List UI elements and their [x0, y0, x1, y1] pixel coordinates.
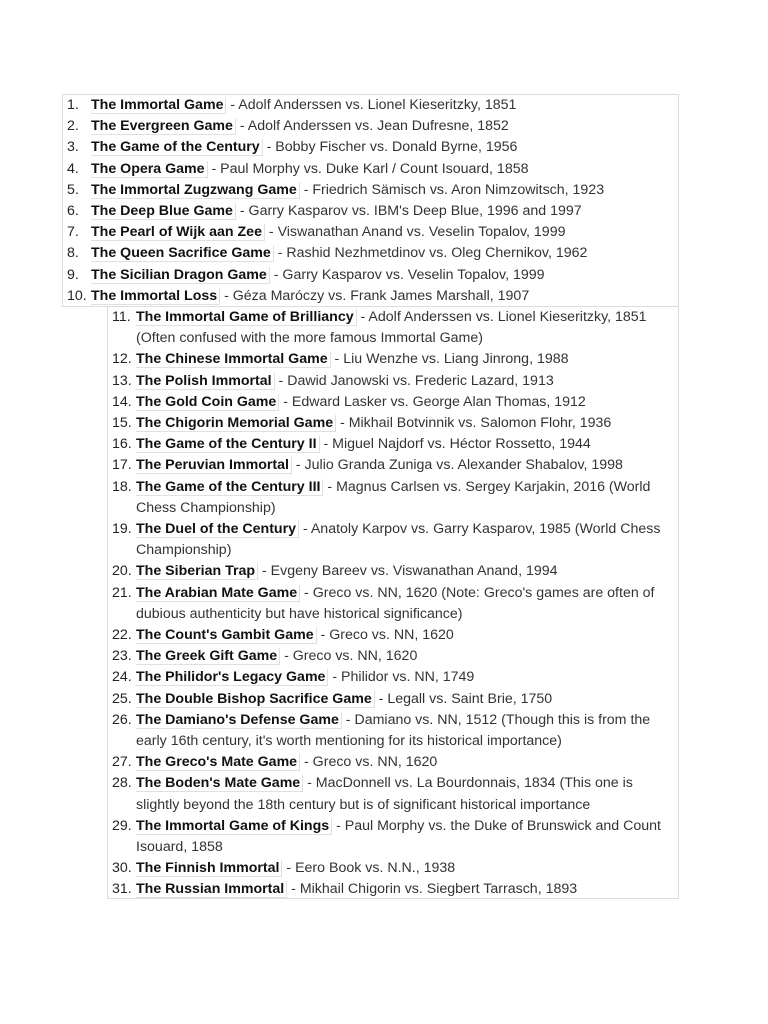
item-number: 27. [112, 754, 132, 771]
list-item [108, 879, 678, 900]
game-details: - Mikhail Botvinnik vs. Salomon Flohr, 1936 [336, 415, 612, 432]
game-name: The Boden's Mate Game [136, 775, 303, 792]
game-name: The Sicilian Dragon Game [91, 267, 270, 284]
game-name: The Immortal Game of Brilliancy [136, 309, 357, 326]
item-number: 15. [112, 415, 132, 432]
game-details: - Adolf Anderssen vs. Lionel Kieseritzky, 1851 (Often confused with the more famous Immortal Game) [136, 309, 647, 347]
list-item [108, 752, 678, 773]
list-item [108, 477, 678, 519]
item-number: 30. [112, 860, 132, 877]
item-number: 13. [112, 372, 132, 389]
game-details: - Magnus Carlsen vs. Sergey Karjakin, 2016 (World Chess Championship) [136, 478, 651, 516]
item-number: 19. [112, 521, 132, 538]
game-details: - Eero Book vs. N.N., 1938 [282, 860, 456, 877]
game-name: The Duel of the Century [136, 521, 299, 538]
game-details: - Garry Kasparov vs. Veselin Topalov, 1999 [269, 266, 545, 283]
list-item [108, 858, 678, 879]
list-item [63, 201, 678, 222]
list-item [63, 265, 678, 286]
game-details: - Liu Wenzhe vs. Liang Jinrong, 1988 [330, 351, 569, 368]
game-name: The Chinese Immortal Game [136, 351, 331, 368]
game-details: - Julio Granda Zuniga vs. Alexander Shabalov, 1998 [291, 457, 623, 474]
item-number: 21. [112, 584, 132, 601]
list-item [108, 455, 678, 476]
game-name: The Immortal Game of Kings [136, 818, 332, 835]
item-number: 22. [112, 627, 132, 644]
item-number: 3. [67, 139, 79, 156]
item-number: 14. [112, 393, 132, 410]
item-number: 10. [67, 287, 87, 304]
game-name: The Polish Immortal [136, 373, 275, 390]
game-details: - Damiano vs. NN, 1512 (Though this is from the early 16th century, it's worth mentioning for its historical importance) [136, 711, 651, 750]
game-details: - Mikhail Chigorin vs. Siegbert Tarrasch, 1893 [287, 881, 578, 898]
game-name: The Greco's Mate Game [136, 754, 300, 771]
list-item [108, 413, 678, 434]
item-number: 20. [112, 563, 132, 580]
item-number: 31. [112, 881, 132, 898]
game-name: The Double Bishop Sacrifice Game [136, 691, 375, 708]
item-number: 6. [67, 203, 79, 220]
game-details: - Anatoly Karpov vs. Garry Kasparov, 1985 (World Chess Championship) [136, 521, 661, 559]
game-details: - Bobby Fischer vs. Donald Byrne, 1956 [262, 139, 518, 156]
game-name: The Peruvian Immortal [136, 457, 292, 474]
list-item [108, 816, 678, 858]
game-name: The Pearl of Wijk aan Zee [91, 224, 265, 241]
game-name: The Game of the Century [91, 139, 263, 156]
game-details: - Friedrich Sämisch vs. Aron Nimzowitsch, 1923 [299, 181, 605, 198]
game-details: - Greco vs. NN, 1620 [300, 754, 438, 771]
item-number: 25. [112, 690, 132, 707]
game-name: The Damiano's Defense Game [136, 712, 342, 729]
game-details: - Philidor vs. NN, 1749 [328, 669, 475, 686]
game-name: The Finnish Immortal [136, 860, 282, 877]
item-number: 5. [67, 181, 79, 198]
item-number: 29. [112, 817, 132, 834]
games-list-11-31 [107, 306, 679, 899]
game-details: - MacDonnell vs. La Bourdonnais, 1834 (This one is slightly beyond the 18th century but is of significant historical importance [136, 775, 633, 813]
games-list-1-10 [62, 94, 679, 307]
list-item [63, 222, 678, 243]
game-details: - Dawid Janowski vs. Frederic Lazard, 1913 [274, 372, 554, 389]
item-number: 7. [67, 224, 79, 241]
item-number: 18. [112, 478, 132, 495]
game-details: - Miguel Najdorf vs. Héctor Rossetto, 1944 [319, 436, 591, 453]
list-item [108, 689, 678, 710]
item-number: 26. [112, 711, 132, 728]
list-item [108, 667, 678, 688]
list-item [108, 625, 678, 646]
item-number: 9. [67, 266, 79, 283]
game-name: The Opera Game [91, 161, 208, 178]
game-name: The Game of the Century II [136, 436, 320, 453]
game-details: - Géza Maróczy vs. Frank James Marshall, 1907 [220, 287, 530, 304]
game-details: - Greco vs. NN, 1620 (Note: Greco's games are often of dubious authenticity but have historical significance) [136, 584, 655, 622]
game-name: The Evergreen Game [91, 118, 236, 135]
game-details: - Greco vs. NN, 1620 [316, 627, 454, 644]
list-item [63, 180, 678, 201]
list-item [108, 519, 678, 561]
game-details: - Edward Lasker vs. George Alan Thomas, 1912 [279, 393, 586, 410]
game-name: The Immortal Zugzwang Game [91, 182, 300, 199]
game-details: - Evgeny Bareev vs. Viswanathan Anand, 1994 [258, 563, 558, 580]
list-item [63, 137, 678, 158]
list-item [63, 243, 678, 264]
item-number: 23. [112, 648, 132, 665]
list-item [108, 371, 678, 392]
list-item [108, 434, 678, 455]
item-number: 12. [112, 351, 132, 368]
list-item [63, 95, 678, 116]
list-item [63, 159, 678, 180]
list-item [108, 349, 678, 370]
list-item [63, 286, 678, 307]
game-details: - Paul Morphy vs. the Duke of Brunswick and Count Isouard, 1858 [136, 817, 661, 856]
game-details: - Greco vs. NN, 1620 [280, 648, 418, 665]
game-name: The Russian Immortal [136, 881, 287, 898]
game-name: The Immortal Loss [91, 288, 220, 305]
item-number: 28. [112, 775, 132, 792]
game-name: The Chigorin Memorial Game [136, 415, 336, 432]
list-item [108, 710, 678, 752]
list-item [63, 116, 678, 137]
item-number: 11. [112, 309, 131, 325]
game-details: - Legall vs. Saint Brie, 1750 [374, 690, 553, 707]
game-details: - Viswanathan Anand vs. Veselin Topalov, 1999 [264, 224, 566, 241]
list-item [108, 583, 678, 625]
game-name: The Arabian Mate Game [136, 585, 300, 602]
game-name: The Queen Sacrifice Game [91, 245, 274, 262]
item-number: 17. [112, 457, 132, 474]
game-name: The Greek Gift Game [136, 648, 280, 665]
game-details: - Paul Morphy vs. Duke Karl / Count Isouard, 1858 [207, 160, 529, 177]
item-number: 16. [112, 436, 132, 453]
item-number: 2. [67, 118, 79, 135]
game-name: The Game of the Century III [136, 479, 323, 496]
game-name: The Siberian Trap [136, 563, 258, 580]
list-item [108, 561, 678, 582]
list-item [108, 392, 678, 413]
game-name: The Deep Blue Game [91, 203, 236, 220]
game-details: - Adolf Anderssen vs. Lionel Kieseritzky, 1851 [226, 97, 517, 113]
game-details: - Adolf Anderssen vs. Jean Dufresne, 1852 [235, 118, 509, 135]
game-name: The Philidor's Legacy Game [136, 669, 328, 686]
list-item [108, 307, 678, 349]
game-name: The Count's Gambit Game [136, 627, 317, 644]
item-number: 8. [67, 245, 79, 262]
game-details: - Garry Kasparov vs. IBM's Deep Blue, 1996 and 1997 [235, 203, 582, 220]
game-details: - Rashid Nezhmetdinov vs. Oleg Chernikov, 1962 [273, 245, 588, 262]
item-number: 1. [67, 97, 79, 113]
list-item [108, 646, 678, 667]
item-number: 24. [112, 669, 132, 686]
item-number: 4. [67, 160, 79, 177]
list-item [108, 773, 678, 815]
game-name: The Immortal Game [91, 97, 226, 114]
game-name: The Gold Coin Game [136, 394, 279, 411]
